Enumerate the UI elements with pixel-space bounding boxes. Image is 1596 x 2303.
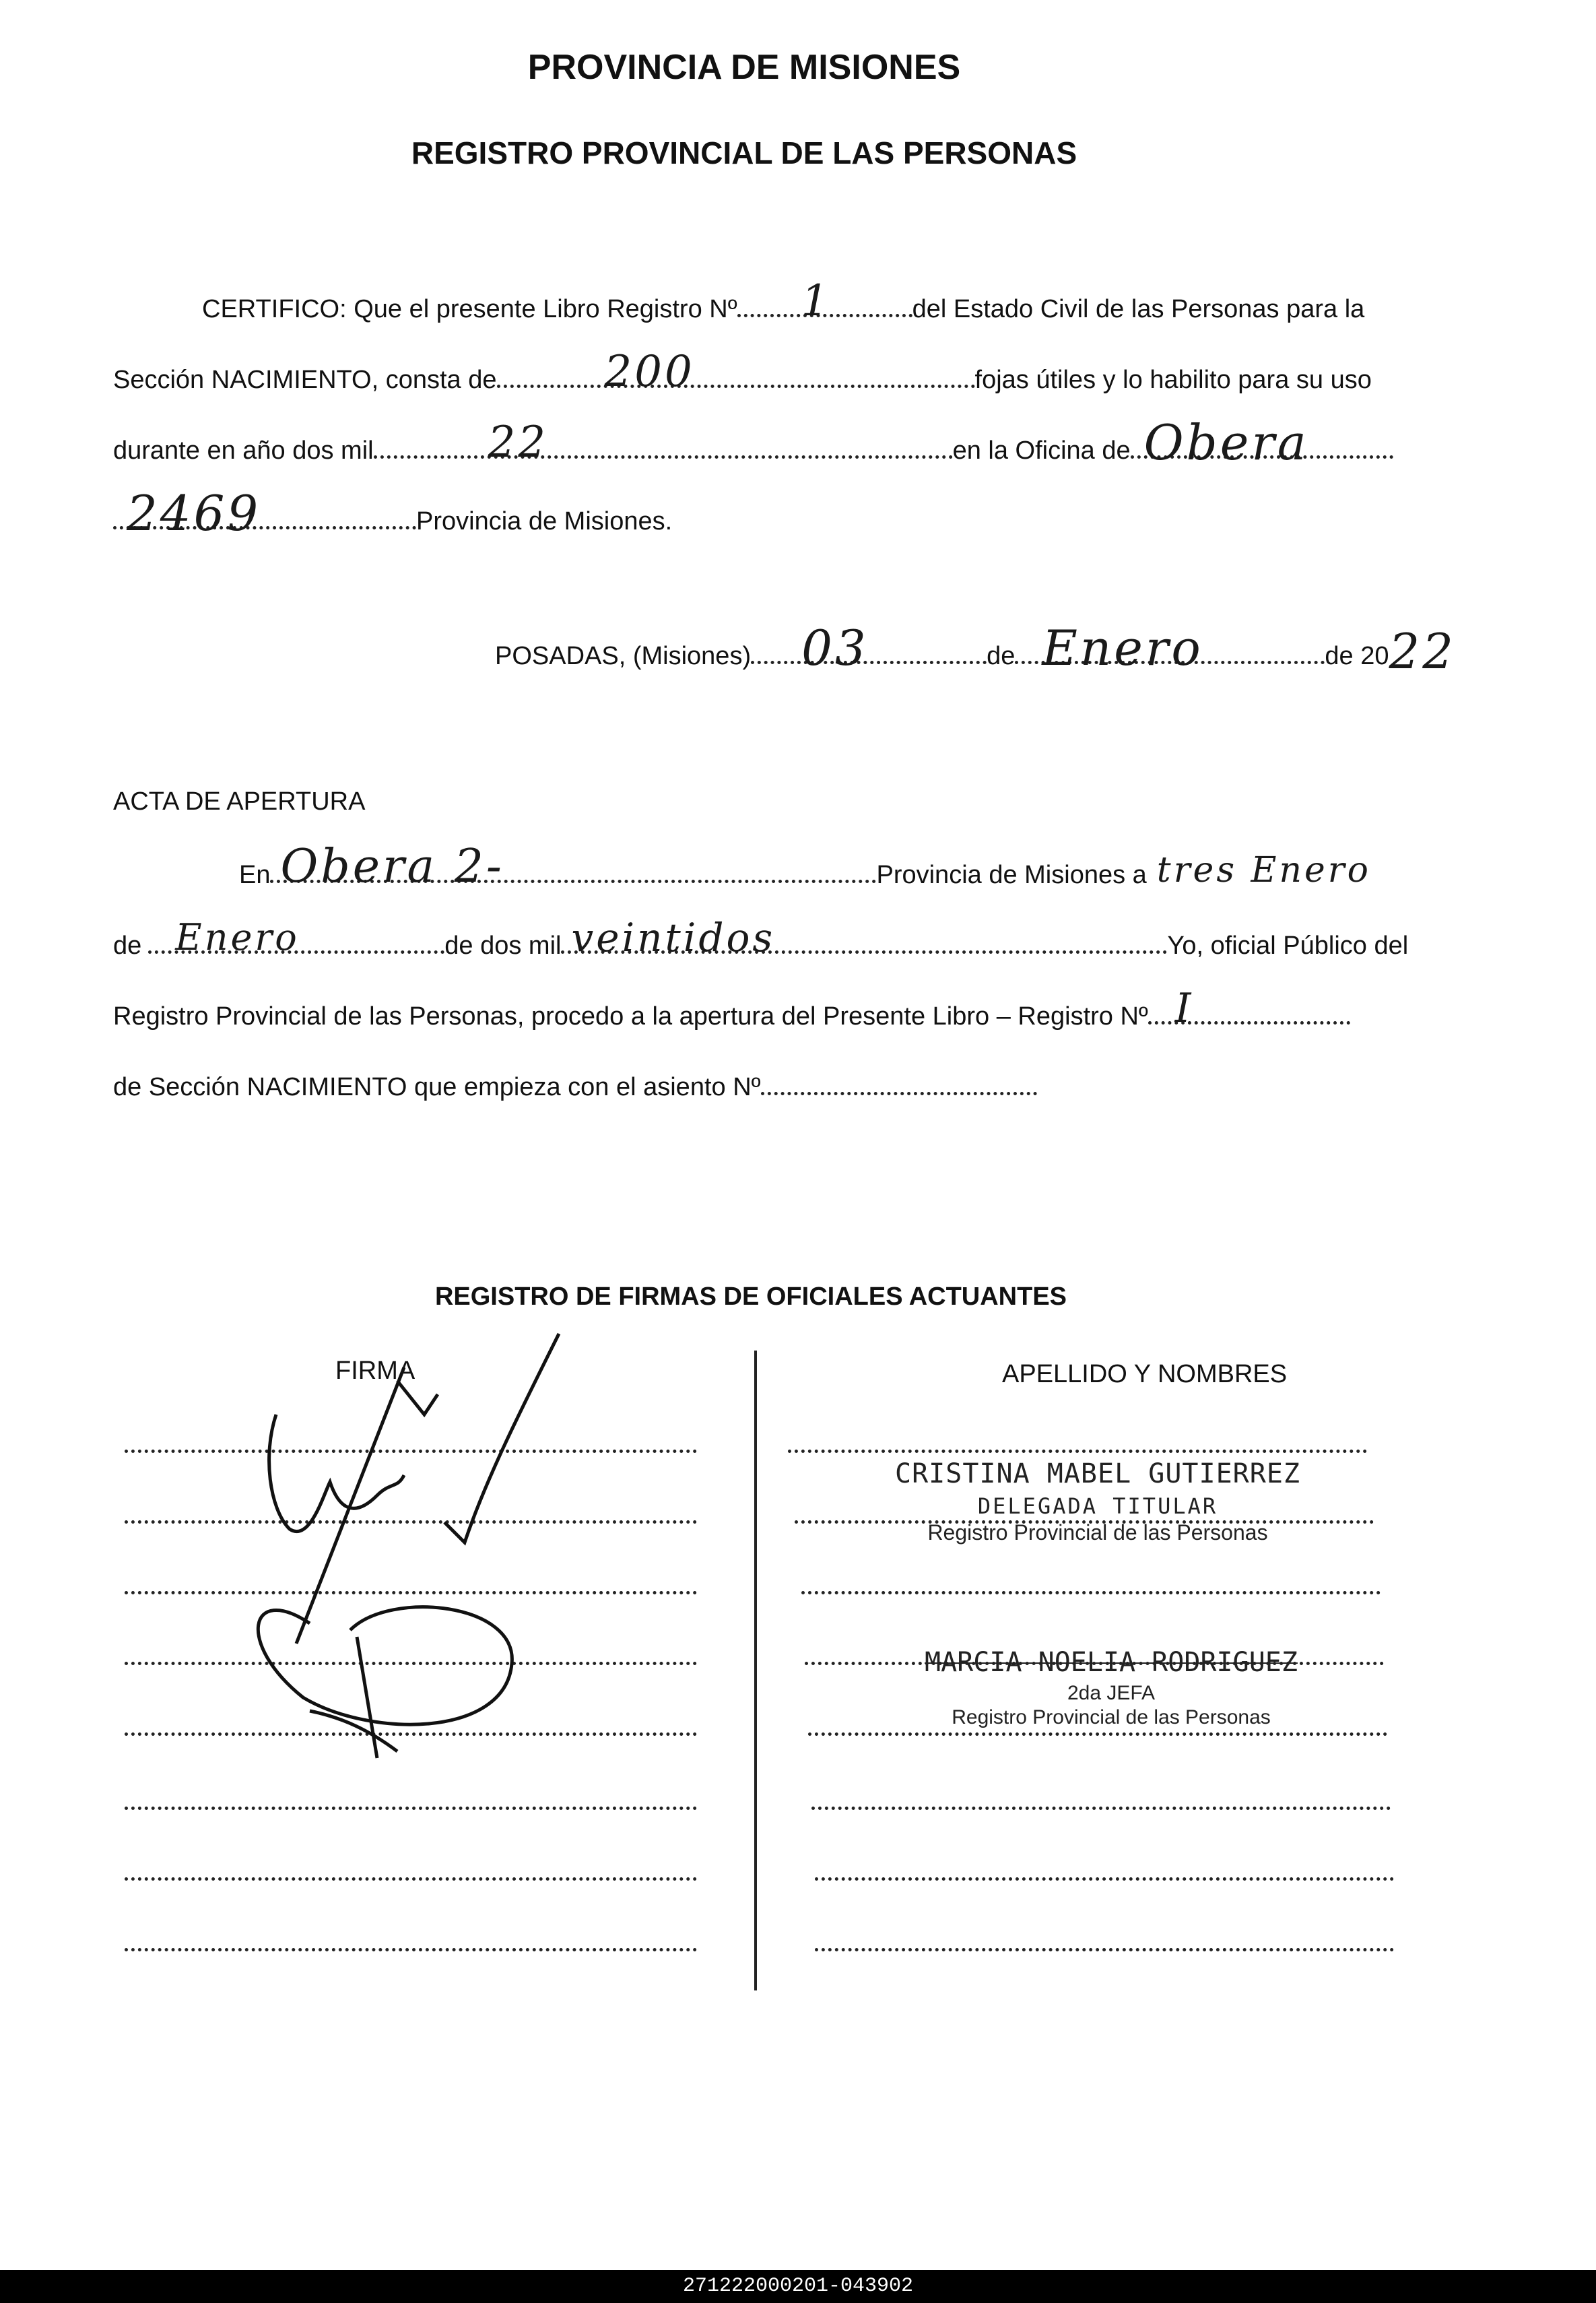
mes-letras-field: [148, 916, 444, 959]
asiento-field: [761, 1068, 1037, 1095]
nombre-line: [815, 1876, 1394, 1881]
firmas-heading: REGISTRO DE FIRMAS DE OFICIALES ACTUANTES: [434, 1283, 1067, 1311]
oficina-handwritten: Obera: [1143, 414, 1309, 471]
signature-2-stroke: [310, 1637, 397, 1758]
signature-1-stroke: [397, 1381, 438, 1415]
stamp-1-role: DELEGADA TITULAR: [977, 1493, 1218, 1519]
acta-libro-handwritten: I: [1174, 985, 1194, 1032]
firma-line: [125, 1805, 697, 1810]
acta-label-en: En: [239, 861, 271, 889]
stamp-2-role: 2da JEFA: [1067, 1682, 1156, 1704]
certificate-line-4: [113, 485, 673, 542]
dia-handwritten: 03: [801, 620, 869, 676]
fojas-field: [497, 347, 975, 397]
fojas-handwritten: 200: [604, 347, 695, 397]
dia-letras-handwritten: tres Enero: [1156, 850, 1371, 890]
certificate-date-line: [495, 620, 1457, 680]
date-label-year: de 20: [1325, 642, 1389, 670]
certificate-label-estado-civil: del Estado Civil de las Personas para la: [912, 295, 1365, 323]
certificate-label-anio: durante en año dos mil: [113, 436, 374, 465]
anio-fecha-handwritten: 22: [1389, 623, 1457, 680]
certificate-label-fojas: fojas útiles y lo habilito para su uso: [974, 366, 1372, 394]
acta-libro-field: [1148, 985, 1350, 1032]
dia-field: [751, 620, 987, 676]
dia-letras-field: [1147, 850, 1416, 890]
acta-heading: ACTA DE APERTURA: [113, 787, 366, 816]
acta-line-3: [113, 985, 1350, 1033]
acta-line-2: [113, 915, 1409, 963]
col-firma-label: FIRMA: [335, 1357, 415, 1385]
anio-field: [374, 418, 953, 467]
date-label-de: de: [987, 642, 1016, 670]
acta-label-oficial: Yo, oficial Público del: [1167, 932, 1409, 960]
firma-line: [125, 1947, 697, 1951]
signature-1-stroke: [444, 1334, 559, 1543]
firma-line: [125, 1876, 697, 1881]
certificate-label-consta: Sección NACIMIENTO, consta de: [113, 366, 497, 394]
oficina-codigo-field: [113, 485, 416, 542]
certificate-line-1: [202, 276, 1365, 326]
certificate-label-provincia: Provincia de Misiones.: [416, 507, 673, 536]
libro-number-field: [737, 276, 912, 326]
certificate-line-2: [113, 347, 1372, 397]
col-nombres-label: APELLIDO Y NOMBRES: [1002, 1360, 1288, 1388]
document-code-footer: 271222000201-043902: [0, 2270, 1596, 2303]
anio-letras-handwritten: veintidos: [571, 915, 776, 961]
nombre-line: [808, 1731, 1387, 1736]
stamp-marcia: [889, 1647, 1333, 1729]
certificate-line-3: [113, 414, 1393, 471]
acta-label-registro: Registro Provincial de las Personas, procedo a la apertura del Presente Libro – Registro Nº: [113, 1002, 1148, 1031]
certificate-label-oficina: en la Oficina de: [952, 436, 1131, 465]
nombre-line: [815, 1947, 1394, 1951]
stamp-2-org: Registro Provincial de las Personas: [952, 1706, 1271, 1728]
document-title: PROVINCIA DE MISIONES: [527, 48, 961, 87]
nombre-line: [811, 1805, 1391, 1810]
signatures-drawing: [222, 1320, 599, 1792]
signature-1-stroke: [296, 1367, 404, 1644]
oficina-field: [1131, 414, 1393, 471]
stamp-1-org: Registro Provincial de las Personas: [927, 1520, 1268, 1545]
acta-label-dosmil: de dos mil: [444, 932, 562, 960]
anio-letras-field: [561, 915, 1167, 961]
lugar-field: [270, 840, 876, 893]
nombre-line: [801, 1590, 1381, 1594]
mes-handwritten: Enero: [1042, 620, 1203, 676]
stamp-2-name: MARCIA NOELIA RODRIGUEZ: [925, 1647, 1298, 1678]
certificate-label-libro: CERTIFICO: Que el presente Libro Registro Nº: [202, 295, 737, 323]
acta-label-provincia: Provincia de Misiones a: [876, 861, 1147, 889]
column-divider: [754, 1351, 757, 1990]
acta-label-asiento: de Sección NACIMIENTO que empieza con el asiento Nº: [113, 1073, 761, 1101]
date-label-posadas: POSADAS, (Misiones): [495, 642, 752, 670]
mes-field: [1015, 620, 1325, 676]
oficina-codigo-handwritten: 2469: [127, 485, 261, 542]
anio-handwritten: 22: [488, 418, 549, 467]
document-subtitle: REGISTRO PROVINCIAL DE LAS PERSONAS: [411, 135, 1077, 170]
stamp-cristina: [875, 1458, 1320, 1545]
libro-number-handwritten: 1: [801, 276, 832, 326]
acta-line-4: [113, 1068, 1037, 1104]
signature-1-stroke: [269, 1415, 404, 1532]
signature-2-stroke: [258, 1607, 512, 1724]
acta-label-de: de: [113, 932, 142, 960]
nombre-line: [788, 1448, 1367, 1453]
acta-line-1: [239, 840, 1416, 893]
stamp-1-name: CRISTINA MABEL GUTIERREZ: [895, 1458, 1300, 1489]
lugar-handwritten: Obera 2-: [280, 840, 504, 893]
mes-letras-handwritten: Enero: [175, 916, 300, 959]
